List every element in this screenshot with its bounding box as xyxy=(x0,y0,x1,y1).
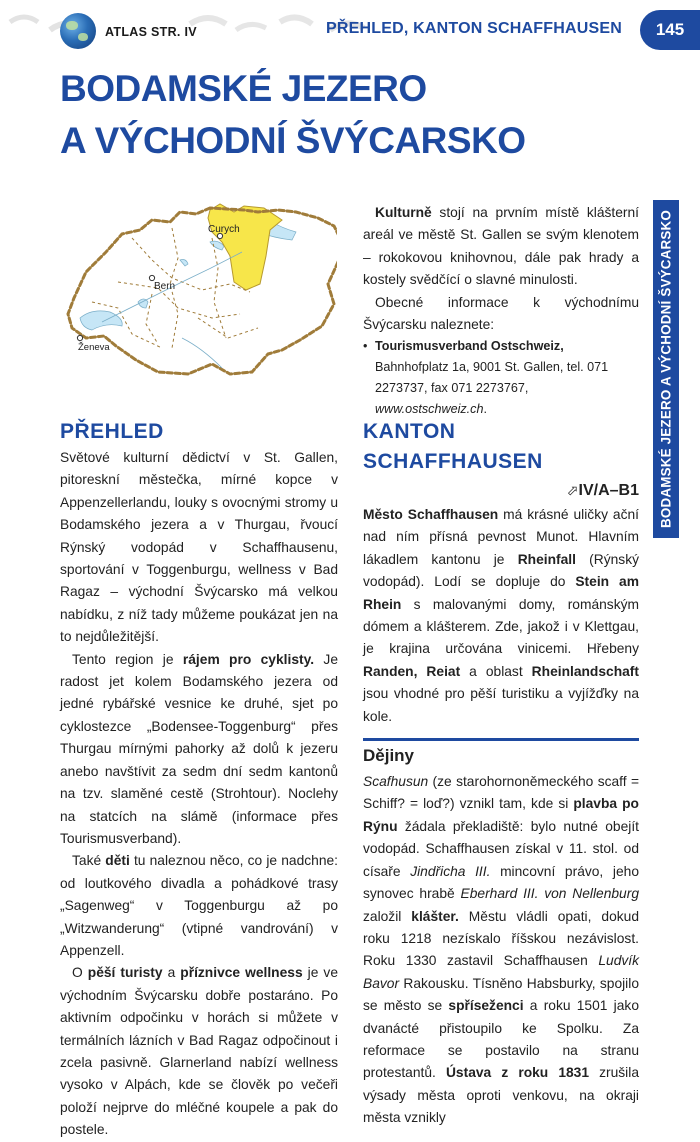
overview-paragraph-4: O pěší turisty a příznivce wellness je ve východním Švýcarsku dobře postaráno. Po aktivním odpočinku v horách si můžete v termálních lázních v Bad Ragaz odpočinout i zcela pasivně. Glarnerland nabízí wellness vysoko v Alpách, kde se člověk po večeři položí nejprve do mléčné koupele a pak do postele. xyxy=(60,965,338,1138)
history-paragraph: Scafhusun (ze starohornoněmeckého scaff = Schiff? = loď?) vznikl tam, kde si plavba po Rýnu žádala překladiště: bylo nutné obejít vodopád. Schaffhausen získal v 11. stol. od císaře Jindřicha III. mincovní právo, jeho synovec hrabě Eberhard III. von Nellenburg založil klášter. Městu vládli opati, dokud roku 1218 nezískalo říšskou nezávislost. Roku 1330 zastavil Schaffhausen Ludvík Bavor Rakousku. Tísněno Habsburky, spojilo se město se spříseženci a roku 1501 jako dvanácté přistoupilo ke Spolku. Za reformace se postavilo na stranu protestantů. Ústava z roku 1831 zrušila výsady města oproti venkovu, na okraji města vznikly xyxy=(363,774,639,1126)
history-heading: Dějiny xyxy=(363,738,639,769)
overview-paragraph-3: Také děti tu naleznou něco, co je nadchne: od loutkového divadla a pohádkové trasy „Sagenweg“ v Toggenburgu až po „Witzwanderung“ (vtipné vandrování) v Appenzell. xyxy=(60,853,339,958)
overview-section xyxy=(60,417,338,1142)
overview-paragraph-2: Tento region je rájem pro cyklisty. Je radost jet kolem Bodamského jezera od jedné rybářské vesnice ke druhé, sjet po cyklostezce „Bodensee-Toggenburg“ přes Thurgau mírnými pahorky až dolů k jezeru anebo navštívit za sedm dní sedm kantonů na tzv. slaměné cestě (Strohtour). Noclehy na statcích na slámě (informace přes Tourismusverband). xyxy=(60,651,338,846)
atlas-reference[interactable]: ATLAS STR. IV xyxy=(105,25,197,39)
running-head: PŘEHLED, KANTON SCHAFFHAUSEN xyxy=(326,20,622,37)
map-arrow-icon: ⬀ xyxy=(566,482,579,498)
page-number: 145 xyxy=(640,10,700,50)
chapter-side-tab xyxy=(653,200,679,538)
canton-paragraph: Město Schaffhausen má krásné uličky ační nad ním přísná pevnost Munot. Hlavním lákadlem kantonu je Rheinfall (Rýnský vodopád). Lodí se dopluje do Stein am Rhein s malovanými domy, románským dómem a klášterem. Zde, jakož i v Klettgau, je krajina určována vinicemi. Hřebeny Randen, Reiat a oblast Rheinlandschaft jsou vhodné pro pěší turistiku a vyjížďky na kole. xyxy=(363,507,639,724)
tourism-website-link[interactable]: www.ostschweiz.ch xyxy=(375,402,484,417)
overview-paragraph-1: Světové kulturní dědictví v St. Gallen, pitoreskní městečka, mírné kopce v Appenzellerlandu, louky s ovocnými stromy u Bodamského jezera a v Thurgau, řvoucí Rýnský vodopád v Schaffhausenu, sportování v Toggenburgu, wellness v Bad Ragaz – východní Švýcarsko má velkou nabídku, z níž tady můžeme poukázat jen na to nejdůležitější. xyxy=(60,450,338,645)
globe-icon xyxy=(60,13,96,49)
tourism-office-item: • Tourismusverband Ostschweiz, Bahnhofplatz 1a, 9001 St. Gallen, tel. 071 2273737, fax 071 2273767, www.ostschweiz.ch. xyxy=(363,336,639,420)
culture-section xyxy=(363,202,639,420)
chapter-side-tab-label: BODAMSKÉ JEZERO A VÝCHODNÍ ŠVÝCARSKO xyxy=(658,210,674,528)
page-title xyxy=(60,63,526,167)
canton-section xyxy=(363,417,639,1130)
city-dot-zeneva xyxy=(77,335,82,340)
city-dot-bern xyxy=(149,275,154,280)
city-label-bern: Bern xyxy=(154,281,176,292)
title-line-2: A VÝCHODNÍ ŠVÝCARSKO xyxy=(60,120,526,161)
atlas-map-code[interactable]: ⬀IV/A–B1 xyxy=(566,482,639,499)
canton-heading: KANTON SCHAFFHAUSEN xyxy=(363,420,543,473)
switzerland-locator-map xyxy=(62,198,337,388)
culture-paragraph: Kulturně stojí na prvním místě klášterní areál ve městě St. Gallen se svým klenotem – rokokovou knihovnou, dále pak hrady a kostely svědčící o slavné minulosti. xyxy=(363,205,639,288)
city-label-zeneva: Ženeva xyxy=(78,342,110,353)
info-intro-paragraph: Obecné informace k východnímu Švýcarsku naleznete: xyxy=(363,294,639,333)
title-line-1: BODAMSKÉ JEZERO xyxy=(60,68,427,109)
city-label-curych: Curych xyxy=(208,224,240,235)
overview-heading: PŘEHLED xyxy=(60,420,164,443)
